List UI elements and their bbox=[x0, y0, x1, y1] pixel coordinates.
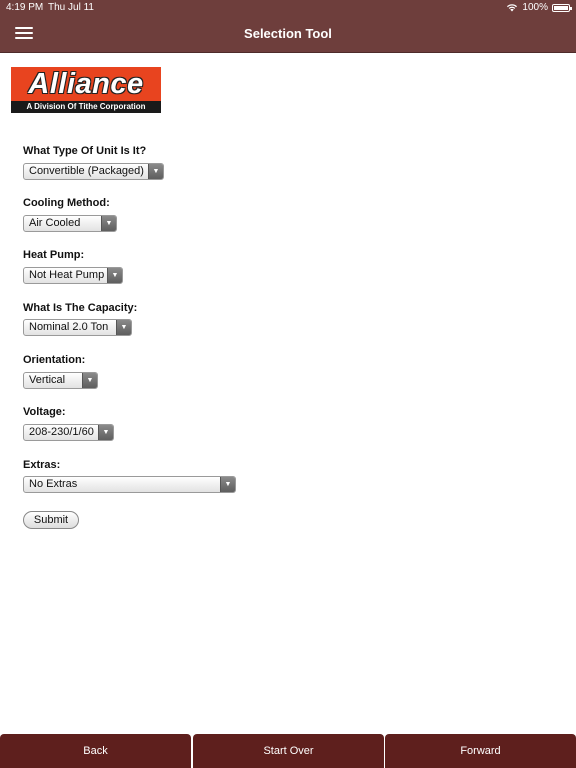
unit-type-value: Convertible (Packaged) bbox=[29, 165, 144, 177]
capacity-select[interactable] bbox=[23, 319, 132, 336]
orientation-select[interactable] bbox=[23, 372, 98, 389]
nav-bar bbox=[0, 16, 576, 53]
logo-main-text: Alliance bbox=[28, 68, 144, 100]
extras-value: No Extras bbox=[29, 478, 78, 490]
voltage-select[interactable] bbox=[23, 424, 114, 441]
chevron-down-icon: ▼ bbox=[116, 320, 131, 335]
cooling-method-label: Cooling Method: bbox=[23, 197, 110, 209]
heat-pump-value: Not Heat Pump bbox=[29, 269, 105, 281]
chevron-down-icon: ▼ bbox=[98, 425, 113, 440]
capacity-value: Nominal 2.0 Ton bbox=[29, 321, 109, 333]
battery-icon bbox=[552, 4, 570, 12]
extras-select[interactable] bbox=[23, 476, 236, 493]
chevron-down-icon: ▼ bbox=[82, 373, 97, 388]
orientation-label: Orientation: bbox=[23, 354, 86, 366]
battery-percent: 100% bbox=[522, 2, 548, 13]
wifi-icon bbox=[506, 3, 518, 12]
forward-button[interactable]: Forward bbox=[385, 734, 576, 768]
status-right bbox=[506, 2, 570, 13]
start-over-button[interactable]: Start Over bbox=[193, 734, 384, 768]
chevron-down-icon: ▼ bbox=[101, 216, 116, 231]
cooling-method-select[interactable] bbox=[23, 215, 117, 232]
status-time: 4:19 PM bbox=[6, 2, 44, 13]
unit-type-label: What Type Of Unit Is It? bbox=[23, 145, 147, 157]
heat-pump-select[interactable] bbox=[23, 267, 123, 284]
status-date: Thu Jul 11 bbox=[48, 2, 94, 13]
unit-type-select[interactable] bbox=[23, 163, 164, 180]
chevron-down-icon: ▼ bbox=[220, 477, 235, 492]
alliance-logo bbox=[11, 67, 161, 113]
cooling-method-value: Air Cooled bbox=[29, 217, 81, 229]
logo-sub-text: A Division Of Tithe Corporation bbox=[11, 101, 161, 113]
bottom-nav bbox=[0, 734, 576, 768]
submit-button[interactable]: Submit bbox=[23, 511, 79, 529]
chevron-down-icon: ▼ bbox=[148, 164, 163, 179]
status-bar bbox=[0, 0, 576, 16]
voltage-value: 208-230/1/60 bbox=[29, 426, 94, 438]
capacity-label: What Is The Capacity: bbox=[23, 302, 138, 314]
page-title: Selection Tool bbox=[244, 26, 332, 41]
chevron-down-icon: ▼ bbox=[107, 268, 122, 283]
orientation-value: Vertical bbox=[29, 374, 66, 386]
voltage-label: Voltage: bbox=[23, 406, 66, 418]
heat-pump-label: Heat Pump: bbox=[23, 249, 85, 261]
back-button[interactable]: Back bbox=[0, 734, 191, 768]
extras-label: Extras: bbox=[23, 459, 61, 471]
